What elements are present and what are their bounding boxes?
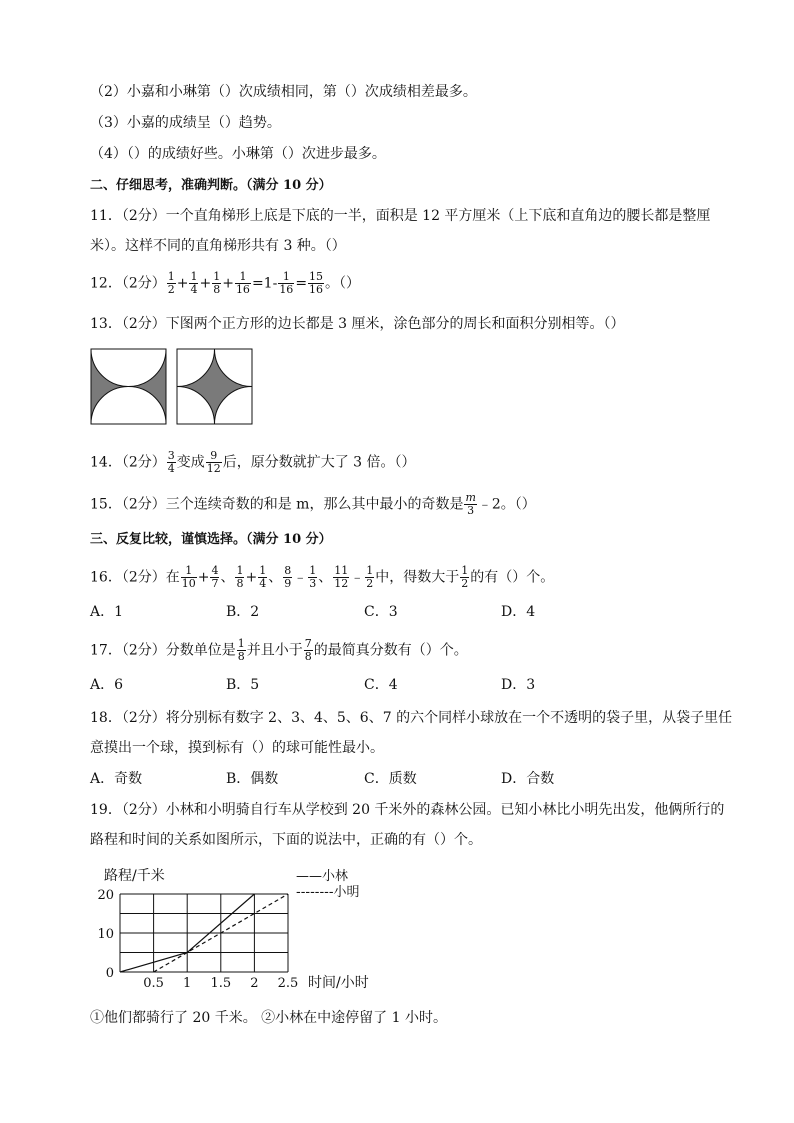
q18-option-a[interactable]: A．奇数 — [90, 771, 143, 787]
q16: 16．（2分）在 $\frac{1}{10}$ + $\frac{4}{7}$ 、 $\frac{1}{8}$ + $\frac{1}{4}$ 、 $\frac{8}{9}$ ﹣ $\frac{1}{3}$ 、 $\frac{11}{12}$ ﹣ $\frac{1}{2}$ 中，得数大于 $\frac{1}{2}$ 的有（）个。 — [90, 564, 555, 590]
legend-xiaoming: --------小明 — [296, 885, 360, 900]
x-tick-label: 1.5 — [210, 976, 232, 991]
legend-xiaolin: ——小林 — [296, 869, 349, 884]
q11-line2: 米）。这样不同的直角梯形共有 3 种。（） — [90, 238, 346, 254]
q10-part3: （3）小嘉的成绩呈（）趋势。 — [90, 115, 281, 131]
q17-option-b[interactable]: B．5 — [226, 677, 260, 693]
fraction: $\frac{9}{12}$ — [206, 449, 221, 475]
distance-time-chart — [90, 862, 390, 994]
fraction: $\frac{4}{7}$ — [211, 564, 219, 590]
fraction: $\frac{1}{4}$ — [259, 564, 267, 590]
y-tick-label: 0 — [105, 966, 114, 981]
q12: 12．（2分） $\frac{1}{2}$ + $\frac{1}{4}$ + $\frac{1}{8}$ + $\frac{1}{16}$ =1- $\frac{1}{16}$ = $\frac{15}{16}$ 。（） — [90, 270, 361, 296]
x-tick-label: 1 — [183, 976, 192, 991]
q17-option-d[interactable]: D．3 — [501, 677, 536, 693]
x-tick-label: 2.5 — [277, 976, 299, 991]
q18-line1: 18．（2分）将分别标有数字 2、3、4、5、6、7 的六个同样小球放在一个不透明的袋子里，从袋子里任 — [90, 710, 733, 726]
q10-part4: （4）（）的成绩好些。小琳第（）次进步最多。 — [90, 146, 386, 162]
fraction: $\frac{1}{10}$ — [181, 564, 196, 590]
square-1 — [91, 349, 166, 424]
fraction: $\frac{m}{3}$ — [465, 491, 476, 517]
q16-option-b[interactable]: B．2 — [226, 604, 260, 620]
fraction: $\frac{1}{2}$ — [461, 564, 469, 590]
y-tick-label: 20 — [97, 888, 114, 903]
q15: 15．（2分）三个连续奇数的和是 m，那么其中最小的奇数是 $\frac{m}{3}$ ﹣2。（） — [90, 491, 536, 517]
chart-ticks — [97, 888, 298, 991]
fraction: $\frac{1}{8}$ — [236, 564, 244, 590]
q16-option-d[interactable]: D．4 — [501, 604, 536, 620]
x-tick-label: 0.5 — [143, 976, 164, 991]
fraction: $\frac{1}{16}$ — [279, 270, 294, 296]
x-tick-label: 2 — [250, 976, 259, 991]
q13-text: 13．（2分）下图两个正方形的边长都是 3 厘米，涂色部分的周长和面积分别相等。（） — [90, 316, 625, 332]
square-2 — [177, 349, 252, 424]
q16-option-c[interactable]: C．3 — [364, 604, 398, 620]
section-3-heading: 三、反复比较，谨慎选择。（满分 10 分） — [90, 532, 332, 547]
q19-line2: 路程和时间的关系如图所示，下面的说法中，正确的有（）个。 — [90, 832, 482, 848]
fraction: $\frac{1}{8}$ — [213, 270, 221, 296]
q18-option-d[interactable]: D．合数 — [501, 771, 555, 787]
fraction: $\frac{1}{2}$ — [366, 564, 374, 590]
q17-option-c[interactable]: C．4 — [364, 677, 398, 693]
q17-option-a[interactable]: A．6 — [90, 677, 124, 693]
fraction: $\frac{1}{8}$ — [237, 637, 245, 663]
q17: 17．（2分）分数单位是 $\frac{1}{8}$ 并且小于 $\frac{7}{8}$ 的最简真分数有（）个。 — [90, 637, 468, 663]
fraction: $\frac{1}{4}$ — [190, 270, 198, 296]
q19-statements: ①他们都骑行了 20 千米。 ②小林在中途停留了 1 小时。 — [90, 1010, 447, 1026]
fraction: $\frac{11}{12}$ — [334, 564, 349, 590]
q19-line1: 19．（2分）小林和小明骑自行车从学校到 20 千米外的森林公园。已知小林比小明先出发，他俩所行的 — [90, 802, 725, 818]
section-2-heading: 二、仔细思考，准确判断。（满分 10 分） — [90, 178, 332, 193]
y-axis-label: 路程/千米 — [104, 868, 165, 884]
fraction: $\frac{7}{8}$ — [304, 637, 312, 663]
fraction: $\frac{3}{4}$ — [167, 449, 175, 475]
fraction: $\frac{8}{9}$ — [284, 564, 292, 590]
chart-grid — [120, 894, 288, 972]
fraction: $\frac{1}{2}$ — [167, 270, 175, 296]
q18-line2: 意摸出一个球，摸到标有（）的球可能性最小。 — [90, 740, 384, 756]
fraction: $\frac{1}{3}$ — [309, 564, 317, 590]
q14: 14．（2分） $\frac{3}{4}$ 变成 $\frac{9}{12}$ 后，原分数就扩大了 3 倍。（） — [90, 449, 416, 475]
x-axis-label: 时间/小时 — [308, 975, 369, 991]
q13-figure — [90, 348, 254, 426]
q18-option-c[interactable]: C．质数 — [364, 771, 417, 787]
fraction: $\frac{1}{16}$ — [235, 270, 250, 296]
q16-option-a[interactable]: A．1 — [90, 604, 124, 620]
q11-line1: 11．（2分）一个直角梯形上底是下底的一半，面积是 12 平方厘米（上下底和直角边的腰长都是整厘 — [90, 208, 711, 224]
y-tick-label: 10 — [97, 927, 114, 942]
fraction: $\frac{15}{16}$ — [309, 270, 324, 296]
q10-part2: （2）小嘉和小琳第（）次成绩相同，第（）次成绩相差最多。 — [90, 84, 477, 100]
q18-option-b[interactable]: B．偶数 — [226, 771, 279, 787]
